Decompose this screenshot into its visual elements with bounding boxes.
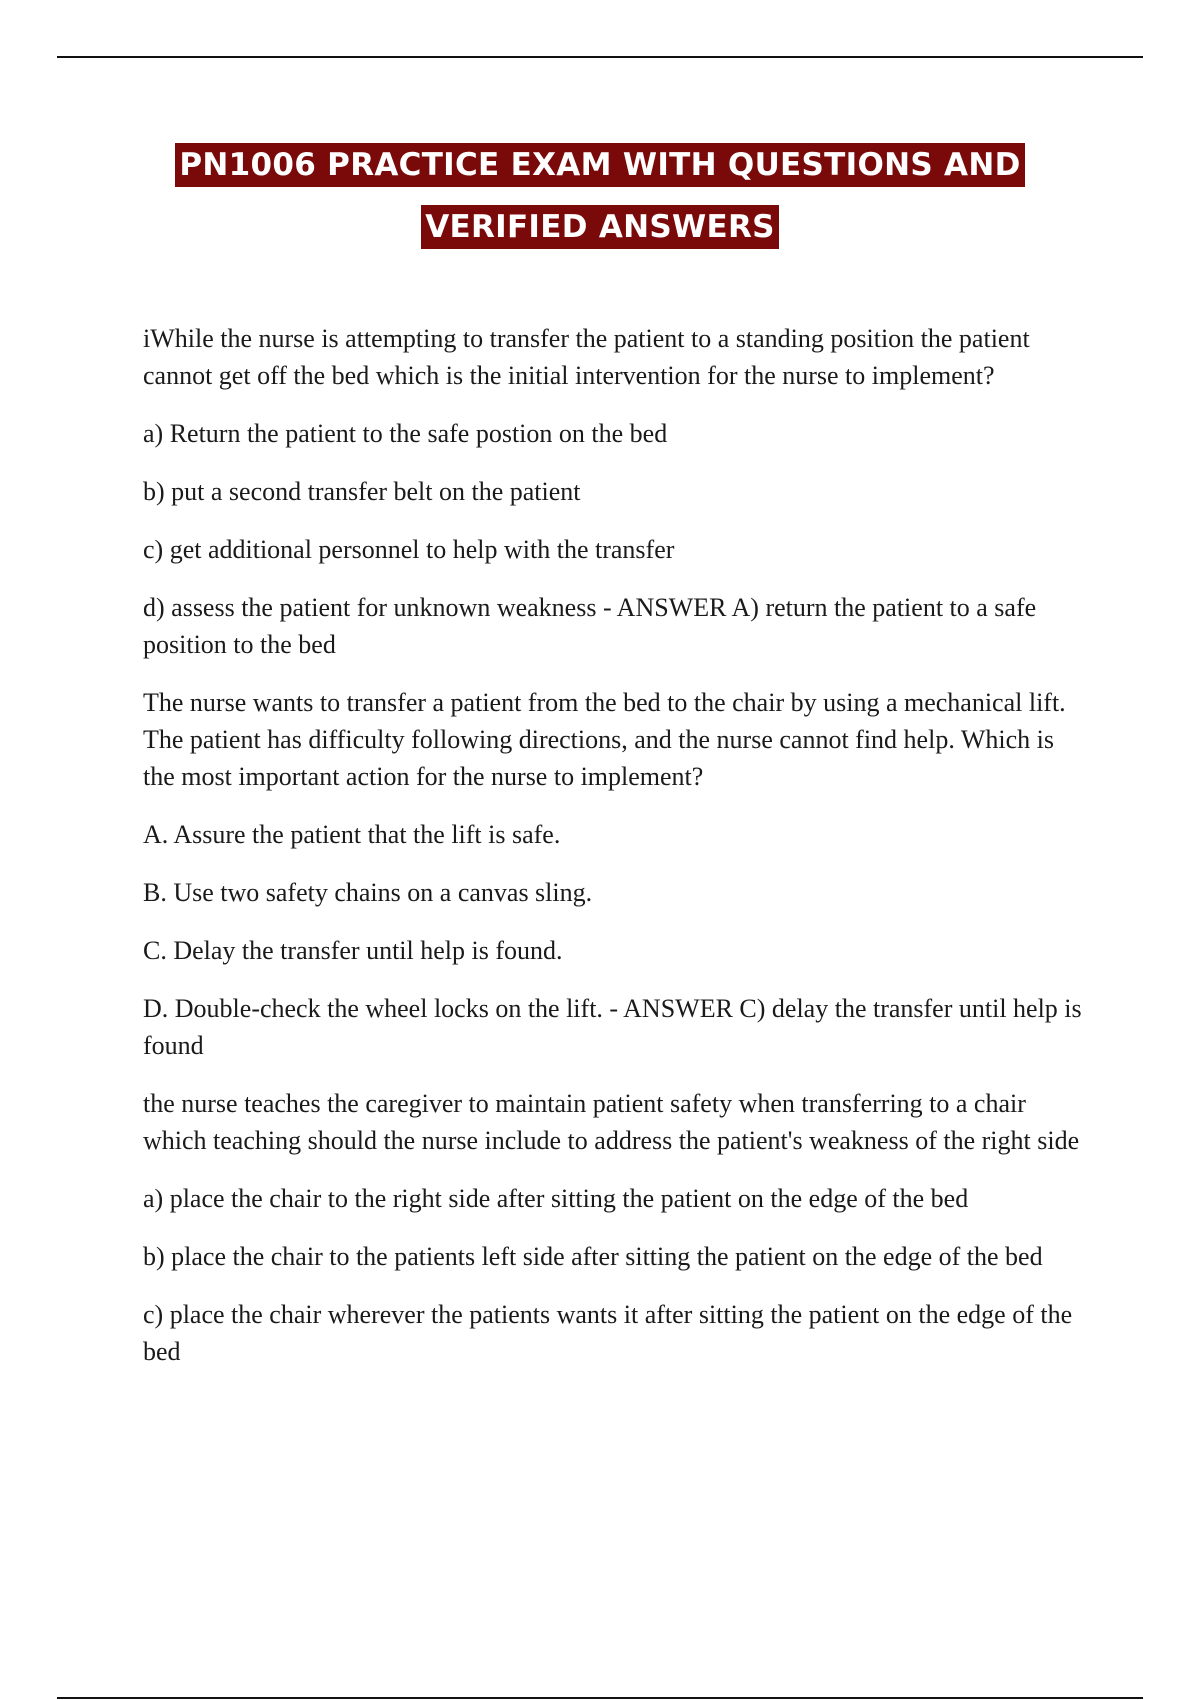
document-title — [0, 143, 1200, 259]
question-2-option-a: A. Assure the patient that the lift is safe. — [143, 820, 561, 849]
question-1-option-c: c) get additional personnel to help with the transfer — [143, 535, 675, 564]
question-1-option-b: b) put a second transfer belt on the patient — [143, 477, 581, 506]
question-1-option-a: a) Return the patient to the safe postion on the bed — [143, 419, 668, 448]
bottom-rule — [57, 1697, 1143, 1699]
title-line-2: VERIFIED ANSWERS — [421, 205, 779, 249]
question-2-option-b: B. Use two safety chains on a canvas sling. — [143, 878, 593, 907]
question-1-option-d-answer: d) assess the patient for unknown weakness - ANSWER A) return the patient to a safe position to the bed — [143, 593, 1037, 659]
question-3-option-a: a) place the chair to the right side after sitting the patient on the edge of the bed — [143, 1184, 969, 1213]
top-rule — [57, 56, 1143, 58]
document-body — [143, 320, 1091, 1391]
question-1-stem: iWhile the nurse is attempting to transfer the patient to a standing position the patient cannot get off the bed which is the initial intervention for the nurse to implement? — [143, 324, 1030, 390]
question-2-option-d-answer: D. Double-check the wheel locks on the lift. - ANSWER C) delay the transfer until help is found — [143, 994, 1082, 1060]
question-3-option-b: b) place the chair to the patients left side after sitting the patient on the edge of the bed — [143, 1242, 1043, 1271]
question-3-stem: the nurse teaches the caregiver to maintain patient safety when transferring to a chair which teaching should the nurse include to address the patient's weakness of the right side — [143, 1089, 1080, 1155]
question-3-option-c: c) place the chair wherever the patients wants it after sitting the patient on the edge of the bed — [143, 1300, 1073, 1366]
question-2-option-c: C. Delay the transfer until help is found. — [143, 936, 563, 965]
title-line-1: PN1006 PRACTICE EXAM WITH QUESTIONS AND — [175, 143, 1024, 187]
question-2-stem: The nurse wants to transfer a patient from the bed to the chair by using a mechanical lift. The patient has difficulty following directions, and the nurse cannot find help. Which is the most important action for the nurse to implement? — [143, 688, 1066, 791]
